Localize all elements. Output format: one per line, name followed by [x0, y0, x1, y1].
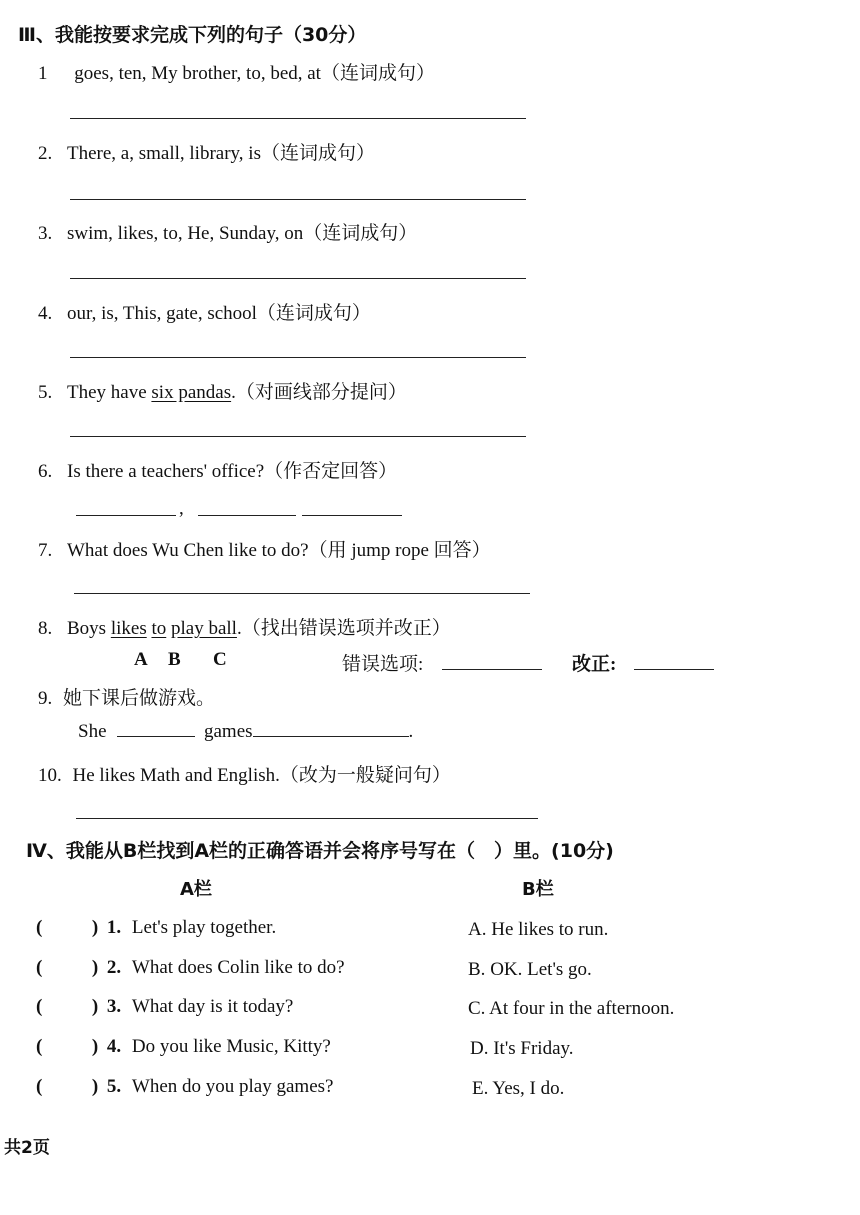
- item-text: What does Colin like to do?: [131, 957, 345, 978]
- question-6: [38, 456, 397, 483]
- item-number: 1.: [106, 917, 122, 938]
- column-a-header: A栏: [180, 879, 212, 900]
- question-number: 1: [38, 63, 48, 84]
- answer-paren-open: (: [36, 917, 43, 938]
- question-number: 9.: [38, 688, 53, 709]
- question-text-pre: They have: [67, 382, 152, 403]
- b-item-c: [468, 998, 674, 1020]
- match-row-2: [36, 957, 345, 979]
- question-7: [38, 535, 491, 562]
- question-number: 7.: [38, 540, 53, 561]
- question-text-pre: Boys: [67, 618, 111, 639]
- question-number: 5.: [38, 382, 53, 403]
- option-text: It's Friday.: [493, 1038, 574, 1059]
- option-letter: C.: [468, 998, 486, 1019]
- match-row-1: [36, 917, 276, 939]
- section-3-title: Ⅲ、我能按要求完成下列的句子（30分）: [18, 24, 367, 46]
- question-10: [38, 760, 451, 787]
- error-option-label: 错误选项:: [342, 654, 424, 675]
- question-3: [38, 218, 417, 245]
- answer-paren-close: ): [91, 1036, 99, 1057]
- question-text: There, a, small, library, is（连词成句）: [67, 143, 375, 164]
- sentence-period: .: [408, 721, 414, 742]
- question-2: [38, 138, 375, 165]
- answer-line-3[interactable]: [70, 278, 526, 279]
- item-number: 5.: [106, 1076, 122, 1097]
- question-text-post: .（找出错误选项并改正）: [236, 618, 451, 639]
- question-9-sentence: [78, 721, 413, 743]
- answer-paren-close: ): [91, 917, 99, 938]
- underlined-option-c: play ball: [171, 618, 237, 639]
- answer-line-2[interactable]: [70, 199, 526, 200]
- comma: ,: [179, 498, 184, 519]
- item-text: Do you like Music, Kitty?: [131, 1036, 331, 1057]
- blank-9b[interactable]: [253, 736, 409, 737]
- option-letter: B.: [468, 959, 486, 980]
- correction-blank[interactable]: [634, 669, 714, 670]
- item-text: Let's play together.: [131, 917, 277, 938]
- question-number: 3.: [38, 223, 53, 244]
- answer-paren-open: (: [36, 1076, 43, 1097]
- correction-label: 改正:: [572, 654, 617, 675]
- b-item-a: [468, 919, 608, 941]
- option-letter: A.: [468, 919, 487, 940]
- b-item-b: [468, 959, 592, 981]
- answer-blank-6c[interactable]: [302, 515, 402, 516]
- answer-paren-open: (: [36, 996, 43, 1017]
- page-total: 共2页: [4, 1138, 50, 1158]
- answer-paren-open: (: [36, 1036, 43, 1057]
- answer-line-10[interactable]: [76, 818, 538, 819]
- answer-line-5[interactable]: [70, 436, 526, 437]
- b-item-e: [472, 1078, 564, 1100]
- underlined-option-a: likes: [110, 618, 147, 639]
- question-4: [38, 298, 371, 325]
- question-text: What does Wu Chen like to do?（用 jump rope 回答）: [67, 540, 491, 561]
- question-text-post: .（对画线部分提问）: [231, 382, 407, 403]
- option-letter-c: C: [213, 649, 227, 670]
- item-number: 2.: [106, 957, 122, 978]
- error-option-blank[interactable]: [442, 669, 542, 670]
- option-text: At four in the afternoon.: [489, 998, 675, 1019]
- item-number: 4.: [106, 1036, 122, 1057]
- match-row-5: [36, 1076, 333, 1098]
- blank-9a[interactable]: [117, 736, 195, 737]
- underlined-phrase: six pandas: [151, 382, 232, 403]
- question-text: 她下课后做游戏。: [63, 688, 216, 709]
- question-text: He likes Math and English.（改为一般疑问句）: [72, 765, 451, 786]
- answer-blank-6b[interactable]: [198, 515, 296, 516]
- answer-paren-open: (: [36, 957, 43, 978]
- question-1: [38, 58, 435, 85]
- question-number: 8.: [38, 618, 53, 639]
- option-text: OK. Let's go.: [490, 959, 592, 980]
- question-text: goes, ten, My brother, to, bed, at（连词成句）: [74, 63, 435, 84]
- answer-line-4[interactable]: [70, 357, 526, 358]
- question-number: 2.: [38, 143, 53, 164]
- question-number: 4.: [38, 303, 53, 324]
- question-9: [38, 683, 215, 710]
- item-number: 3.: [106, 996, 122, 1017]
- question-5: [38, 377, 407, 404]
- option-letter-a: A: [134, 649, 148, 670]
- question-text: swim, likes, to, He, Sunday, on（连词成句）: [67, 223, 418, 244]
- answer-paren-close: ): [91, 957, 99, 978]
- option-letter: E.: [472, 1078, 489, 1099]
- question-number: 10.: [38, 765, 62, 786]
- underlined-option-b: to: [151, 618, 167, 639]
- question-text: Is there a teachers' office?（作否定回答）: [67, 461, 398, 482]
- sentence-start: She: [78, 721, 107, 742]
- item-text: When do you play games?: [131, 1076, 334, 1097]
- item-text: What day is it today?: [131, 996, 294, 1017]
- column-b-header: B栏: [522, 879, 554, 900]
- question-text: our, is, This, gate, school（连词成句）: [67, 303, 371, 324]
- answer-paren-close: ): [91, 1076, 99, 1097]
- answer-line-7[interactable]: [74, 593, 530, 594]
- sentence-mid: games: [204, 721, 253, 742]
- match-row-4: [36, 1036, 331, 1058]
- question-number: 6.: [38, 461, 53, 482]
- option-text: He likes to run.: [491, 919, 609, 940]
- b-item-d: [470, 1038, 574, 1060]
- answer-paren-close: ): [91, 996, 99, 1017]
- option-letter: D.: [470, 1038, 489, 1059]
- question-8: [38, 613, 451, 640]
- section-4-title: Ⅳ、我能从B栏找到A栏的正确答语并会将序号写在（ ）里。(10分): [26, 840, 614, 862]
- answer-line-1[interactable]: [70, 118, 526, 119]
- answer-blank-6a[interactable]: [76, 515, 176, 516]
- option-letter-b: B: [168, 649, 181, 670]
- match-row-3: [36, 996, 293, 1018]
- option-text: Yes, I do.: [492, 1078, 565, 1099]
